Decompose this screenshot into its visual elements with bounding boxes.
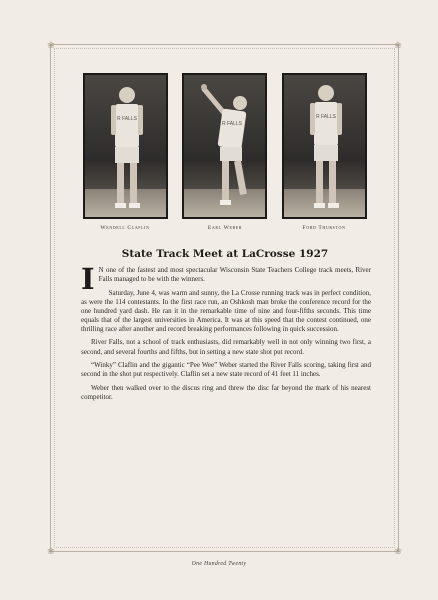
photo-row bbox=[83, 73, 367, 219]
athlete-figure-icon bbox=[284, 75, 367, 219]
page-number: One Hundred Twenty bbox=[191, 561, 247, 567]
photo-caption: Earl Weber bbox=[207, 225, 243, 231]
ornament-corner-icon: ❀ bbox=[394, 40, 402, 50]
article-body bbox=[81, 262, 371, 406]
paragraph: I N one of the fastest and most spectacular Wisconsin State Teachers College track meets, River Falls managed to be with the winners. bbox=[81, 262, 371, 296]
photo-earl-weber bbox=[182, 73, 267, 219]
ornament-corner-icon: ❀ bbox=[47, 40, 55, 50]
ornament-corner-icon: ❀ bbox=[47, 546, 55, 556]
ornament-corner-icon: ❀ bbox=[394, 546, 402, 556]
photo-caption: Ford Thurston bbox=[302, 225, 346, 231]
paragraph: Weber then walked over to the discus ring and threw the disc far beyond the mark of his nearest competitor. bbox=[81, 383, 371, 401]
athlete-figure-icon bbox=[184, 75, 267, 219]
photo-wendell-claflin bbox=[83, 73, 168, 219]
photo-ford-thurston bbox=[282, 73, 367, 219]
svg-text:R FALLS: R FALLS bbox=[315, 114, 337, 120]
photo-caption: Wendell Claflin bbox=[100, 225, 150, 231]
svg-text:R FALLS: R FALLS bbox=[221, 121, 243, 127]
paragraph: River Falls, not a school of track enthusiasts, did remarkably well in not only winning two first, a second, and several fourths and fifths, but in setting a new state shot put record. bbox=[81, 338, 371, 356]
paragraph: “Winky” Claflin and the gigantic “Pee Wee” Weber started the River Falls scoring, taking first and second in the shot put respectively. Claflin set a new state record of 41 feet 11 inches. bbox=[81, 361, 371, 379]
svg-text:R FALLS: R FALLS bbox=[116, 116, 138, 122]
paragraph: Saturday, June 4, was warm and sunny, the La Crosse running track was in perfect condition, as were the 114 contestants. In the first race run, an Oshkosh man broke the conference record for the one hundred yard dash. He ran it in the remarkable time of nine and four-fifths seconds. This time equals that of the largest universities in America. It was at this speed that the contest continued, one thrilling race after another and record breaking performances following in quick succession. bbox=[81, 288, 371, 333]
athlete-figure-icon bbox=[85, 75, 168, 219]
article-title: State Track Meet at LaCrosse 1927 bbox=[121, 248, 329, 260]
drop-cap: I bbox=[81, 262, 95, 296]
